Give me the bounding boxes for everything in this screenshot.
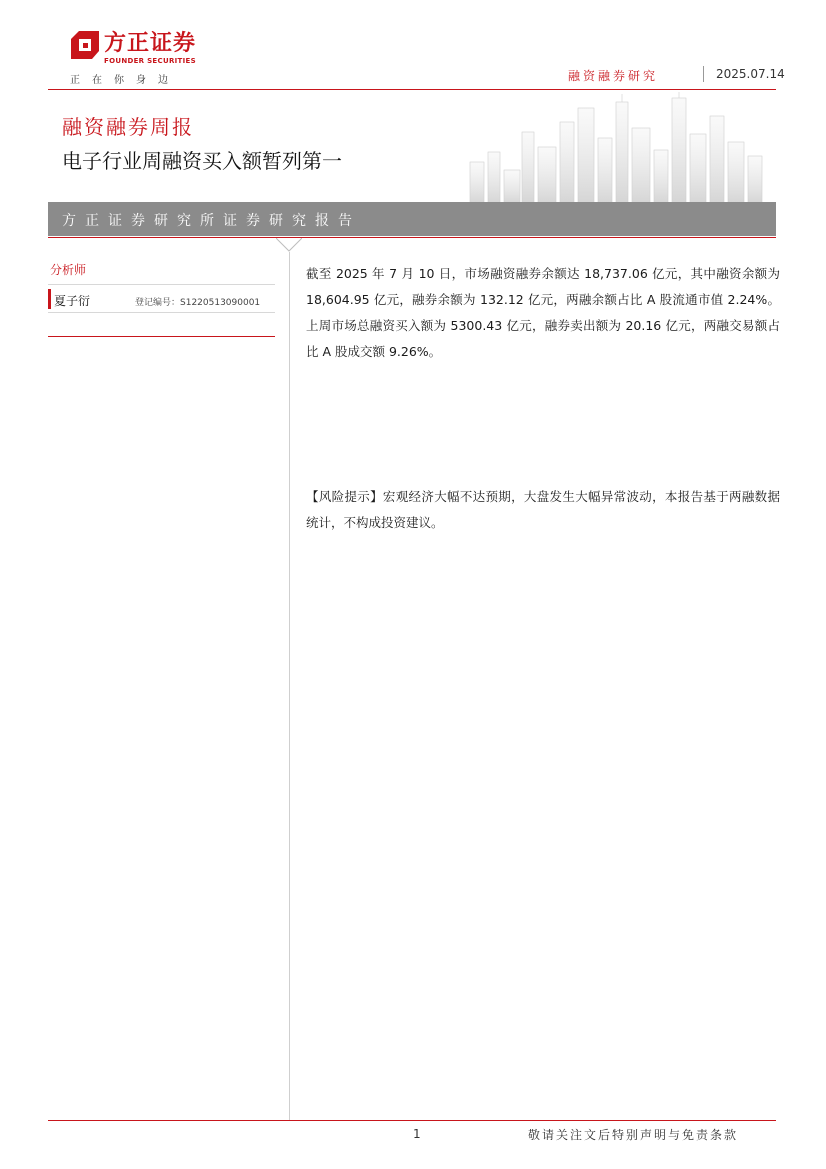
analyst-name: 夏子衍 xyxy=(54,294,91,308)
page-number: 1 xyxy=(413,1127,421,1141)
risk-warning: 【风险提示】宏观经济大幅不达预期，大盘发生大幅异常波动，本报告基于两融数据统计，不构成投资建议。 xyxy=(306,489,780,530)
brand-name-en: FOUNDER SECURITIES xyxy=(104,57,196,65)
banner-divider xyxy=(48,237,776,238)
institute-banner-text: 方正证券研究所证券研究报告 xyxy=(62,213,361,229)
report-type-label: 融资融券周报 xyxy=(62,115,194,139)
analyst-marker xyxy=(48,289,51,309)
institute-banner xyxy=(48,202,776,236)
disclaimer-notice: 敬请关注文后特别声明与免责条款 xyxy=(528,1128,739,1142)
header-separator xyxy=(703,66,704,82)
analyst-section-end xyxy=(48,336,275,337)
founder-logo-icon xyxy=(70,30,100,60)
report-date: 2025.07.14 xyxy=(716,67,785,81)
analyst-divider-top xyxy=(48,284,275,285)
analyst-divider-bottom xyxy=(48,312,275,313)
analyst-section-label: 分析师 xyxy=(50,263,87,277)
report-title: 电子行业周融资买入额暂列第一 xyxy=(62,149,342,173)
city-skyline-illustration xyxy=(460,92,776,204)
brand-slogan: 正在你身边 xyxy=(70,75,180,86)
footer-divider xyxy=(48,1120,776,1121)
header-divider xyxy=(48,89,776,90)
summary-paragraph: 截至 2025 年 7 月 10 日，市场融资融券余额达 18,737.06 亿元，其中融资余额为 18,604.95 亿元，融券余额为 132.12 亿元，两融余额占比 A 股流通市值 2.24%。上周市场总融资买入额为 5300.43 亿元，融券卖出额为 20.16 亿元，两融交易额占比 A 股成交额 9.26%。 xyxy=(306,266,780,359)
brand-name: 方正证券 xyxy=(104,31,197,56)
analyst-registration: 登记编号：S1220513090001 xyxy=(135,298,261,308)
report-category: 融资融券研究 xyxy=(568,69,659,83)
banner-notch-icon xyxy=(276,238,302,252)
column-divider xyxy=(289,252,290,1120)
